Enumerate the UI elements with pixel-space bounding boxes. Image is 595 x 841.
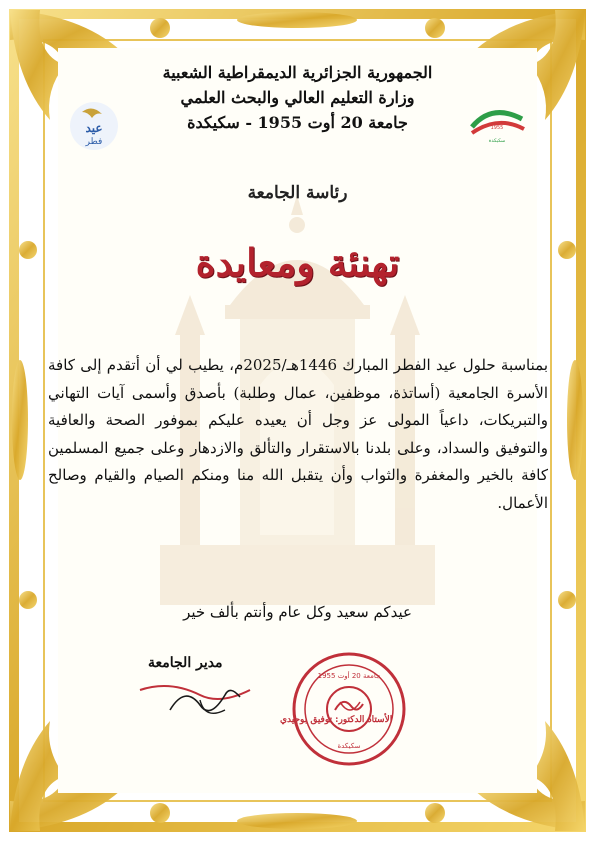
svg-text:الأستاذ الدكتور: توفيق بوجيدي: الأستاذ الدكتور: توفيق بوجيدي (280, 715, 393, 725)
header-country: الجمهورية الجزائرية الديمقراطية الشعبية (162, 63, 433, 82)
svg-text:جامعة 20 أوت 1955: جامعة 20 أوت 1955 (317, 672, 381, 680)
greeting-title: تهنئة ومعايدة (195, 240, 400, 285)
presidency-heading: رئاسة الجامعة (247, 183, 348, 203)
header-university: جامعة 20 أوت 1955 - سكيكدة (187, 113, 408, 132)
signature-title: مدير الجامعة (148, 655, 223, 671)
closing-line: عيدكم سعيد وكل عام وأنتم بألف خير (183, 603, 412, 621)
svg-text:عيد: عيد (85, 121, 103, 135)
svg-text:فطر: فطر (85, 137, 103, 147)
university-stamp (290, 650, 408, 768)
svg-text:سكيكدة: سكيكدة (488, 138, 506, 144)
greeting-paragraph: بمناسبة حلول عيد الفطر المبارك 1446هـ/2025م، يطيب لي أن أتقدم إلى كافة الأسرة الجامعية (أساتذة، موظفين، عمال وطلبة) بأصدق وأسمى آيات التهاني والتبريكات، داعياً المولى عز وجل أن يعيده عليكم بموفور الصحة والعافية والتوفيق والسداد، وعلى بلدنا بالاستقرار والتألق والازدهار وعلى جميع المسلمين كافة بالخير والمغفرة والثواب وأن يتقبل الله منا ومنكم الصيام والقيام وصالح الأعمال. (48, 356, 548, 512)
svg-text:1955: 1955 (490, 125, 504, 131)
svg-text:سكيكدة: سكيكدة (337, 742, 361, 750)
institution-header (110, 60, 485, 135)
header-ministry: وزارة التعليم العالي والبحث العلمي (180, 88, 415, 107)
